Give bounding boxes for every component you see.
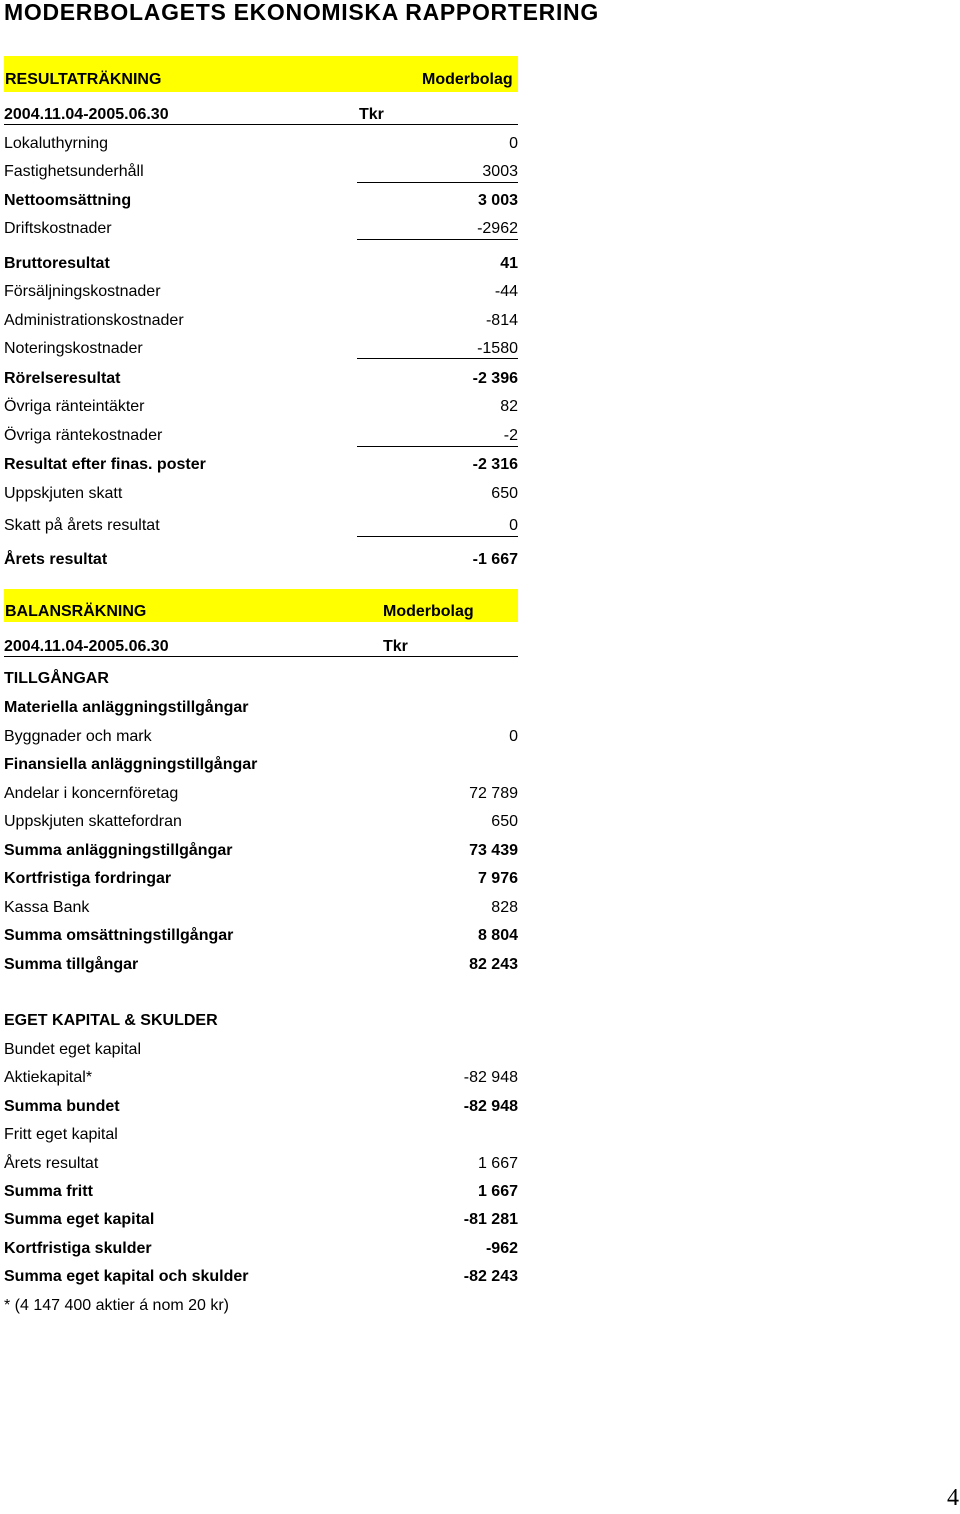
row-value: 1 667 [477, 1183, 518, 1200]
row-label: Nettoomsättning [4, 192, 132, 209]
income-row [4, 427, 518, 451]
income-heading: RESULTATRÄKNING [5, 71, 162, 88]
row-label: Övriga ränteintäkter [4, 398, 145, 415]
balance-period: 2004.11.04-2005.06.30 [4, 638, 169, 655]
income-row [4, 456, 518, 480]
row-label: Bruttoresultat [4, 255, 110, 272]
row-label: Kortfristiga fordringar [4, 870, 172, 887]
income-row [4, 370, 518, 394]
asset-row [4, 756, 518, 780]
row-label: Andelar i koncernföretag [4, 785, 179, 802]
row-value: 1 667 [477, 1155, 518, 1172]
row-label: Administrationskostnader [4, 312, 184, 329]
balance-heading: BALANSRÄKNING [5, 603, 147, 620]
row-label: Noteringskostnader [4, 340, 143, 357]
row-label: Kortfristiga skulder [4, 1240, 152, 1257]
row-value: 82 [500, 398, 518, 415]
balance-entity: Moderbolag [383, 603, 474, 620]
row-value: 0 [509, 135, 518, 152]
assets-heading: TILLGÅNGAR [4, 670, 109, 687]
income-unit: Tkr [359, 106, 384, 123]
row-value: -814 [485, 312, 518, 329]
asset-row [4, 728, 518, 752]
asset-row [4, 870, 518, 894]
income-row [4, 398, 518, 422]
income-row [4, 517, 518, 541]
row-label: Aktiekapital* [4, 1069, 93, 1086]
row-label: Övriga räntekostnader [4, 427, 163, 444]
document-title: MODERBOLAGETS EKONOMISKA RAPPORTERING [4, 0, 599, 25]
row-label: Fastighetsunderhåll [4, 163, 144, 180]
equity-row [4, 1069, 518, 1093]
row-value: -81 281 [463, 1211, 518, 1228]
subtotal-rule [357, 358, 518, 359]
asset-row [4, 927, 518, 951]
subtotal-rule [357, 239, 518, 240]
income-row [4, 220, 518, 244]
row-value: 82 243 [469, 956, 518, 973]
page-number: 4 [947, 1485, 959, 1511]
income-row [4, 283, 518, 307]
row-label: Försäljningskostnader [4, 283, 161, 300]
row-value: 41 [500, 255, 518, 272]
row-label: Summa fritt [4, 1183, 93, 1200]
asset-row [4, 956, 518, 980]
income-row [4, 551, 518, 575]
asset-row [4, 842, 518, 866]
equity-row [4, 1126, 518, 1150]
row-label: Summa eget kapital och skulder [4, 1268, 249, 1285]
row-value: -962 [485, 1240, 518, 1257]
row-label: Summa anläggningstillgångar [4, 842, 233, 859]
row-value: 0 [509, 517, 518, 534]
row-label: Summa bundet [4, 1098, 120, 1115]
income-row [4, 312, 518, 336]
row-label: Resultat efter finas. poster [4, 456, 206, 473]
row-value: -1 667 [472, 551, 518, 568]
subtotal-rule [357, 446, 518, 447]
row-label: Uppskjuten skattefordran [4, 813, 182, 830]
equity-row [4, 1098, 518, 1122]
asset-row [4, 785, 518, 809]
income-period-rule [4, 124, 518, 125]
row-value: 828 [491, 899, 518, 916]
row-label: Finansiella anläggningstillgångar [4, 756, 258, 773]
row-label: Fritt eget kapital [4, 1126, 118, 1143]
row-value: -82 948 [463, 1098, 518, 1115]
row-label: Kassa Bank [4, 899, 90, 916]
asset-row [4, 699, 518, 723]
subtotal-rule [357, 536, 518, 537]
row-label: Materiella anläggningstillgångar [4, 699, 249, 716]
row-label: Skatt på årets resultat [4, 517, 160, 534]
row-value: -1580 [477, 340, 518, 357]
row-value: 72 789 [469, 785, 518, 802]
row-value: -2962 [477, 220, 518, 237]
row-value: 3003 [482, 163, 518, 180]
equity-row [4, 1240, 518, 1264]
equity-row [4, 1211, 518, 1235]
row-value: -44 [494, 283, 518, 300]
row-label: Driftskostnader [4, 220, 112, 237]
row-label: Uppskjuten skatt [4, 485, 123, 502]
equity-row [4, 1041, 518, 1065]
income-row [4, 192, 518, 216]
row-label: Summa omsättningstillgångar [4, 927, 234, 944]
row-label: Årets resultat [4, 1155, 99, 1172]
income-entity: Moderbolag [422, 71, 513, 88]
row-value: 73 439 [469, 842, 518, 859]
row-value: -2 316 [472, 456, 518, 473]
income-row [4, 340, 518, 364]
row-label: Bundet eget kapital [4, 1041, 141, 1058]
row-value: -82 243 [463, 1268, 518, 1285]
income-row [4, 163, 518, 187]
row-value: 650 [491, 813, 518, 830]
income-row [4, 135, 518, 159]
equity-row [4, 1268, 518, 1292]
equity-row [4, 1183, 518, 1207]
row-label: Byggnader och mark [4, 728, 152, 745]
footnote: * (4 147 400 aktier á nom 20 kr) [4, 1297, 230, 1314]
row-value: 3 003 [477, 192, 518, 209]
row-value: 8 804 [477, 927, 518, 944]
row-label: Lokaluthyrning [4, 135, 109, 152]
asset-row [4, 813, 518, 837]
asset-row [4, 899, 518, 923]
income-row [4, 485, 518, 509]
balance-unit: Tkr [383, 638, 408, 655]
equity-row [4, 1155, 518, 1179]
row-label: Summa tillgångar [4, 956, 139, 973]
equity-heading: EGET KAPITAL & SKULDER [4, 1012, 218, 1029]
row-label: Rörelseresultat [4, 370, 121, 387]
row-value: -2 [503, 427, 518, 444]
balance-period-rule [4, 656, 518, 657]
row-value: 650 [491, 485, 518, 502]
row-label: Summa eget kapital [4, 1211, 155, 1228]
row-value: 7 976 [477, 870, 518, 887]
subtotal-rule [357, 182, 518, 183]
row-label: Årets resultat [4, 551, 108, 568]
row-value: -2 396 [472, 370, 518, 387]
row-value: -82 948 [463, 1069, 518, 1086]
income-period: 2004.11.04-2005.06.30 [4, 106, 169, 123]
row-value: 0 [509, 728, 518, 745]
income-row [4, 255, 518, 279]
